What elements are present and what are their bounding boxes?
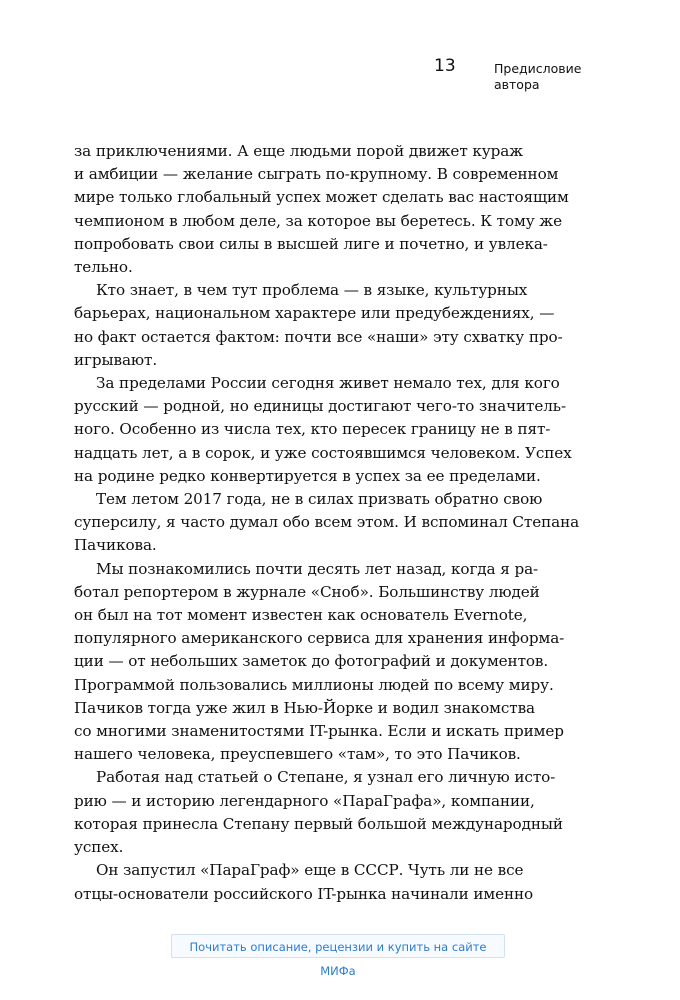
page-number: 13 — [434, 56, 456, 76]
text-line: суперсилу, я часто думал обо всем этом. И вспоминал Степана — [74, 513, 580, 532]
text-line: барьерах, национальном характере или предубеждениях, — — [74, 304, 555, 323]
text-line: чемпионом в любом деле, за которое вы беретесь. К тому же — [74, 211, 563, 230]
page-header — [0, 56, 680, 96]
buy-book-link[interactable]: Почитать описание, рецензии и купить на сайте МИФа — [171, 934, 505, 958]
text-line: успех. — [74, 838, 124, 857]
text-line: на родине редко конвертируется в успех за ее пределами. — [74, 466, 541, 485]
text-line: надцать лет, а в сорок, и уже состоявшимся человеком. Успех — [74, 443, 572, 462]
text-line: которая принесла Степану первый большой международный — [74, 814, 563, 833]
text-line: за приключениями. А еще людьми порой движет кураж — [74, 142, 524, 160]
text-line: но факт остается фактом: почти все «наши» эту схватку про- — [74, 327, 563, 346]
text-line: За пределами России сегодня живет немало тех, для кого — [96, 374, 560, 393]
text-line: рию — и историю легендарного «ПараГрафа», компании, — [74, 791, 535, 810]
text-line: Мы познакомились почти десять лет назад, когда я ра- — [96, 559, 539, 578]
text-line: Работая над статьей о Степане, я узнал его личную исто- — [96, 768, 556, 787]
text-line: популярного американского сервиса для хранения информа- — [74, 629, 565, 648]
section-title — [494, 61, 581, 93]
text-line: со многими знаменитостями IT-рынка. Если и искать пример — [74, 722, 564, 741]
text-line: он был на тот момент известен как основатель Evernote, — [74, 606, 528, 625]
text-line: и амбиции — желание сыграть по-крупному. В современном — [74, 165, 559, 184]
text-line: Кто знает, в чем тут проблема — в языке, культурных — [96, 281, 528, 300]
text-line: отцы-основатели российского IT-рынка начинали именно — [74, 884, 534, 903]
text-line: ного. Особенно из числа тех, кто пересек границу не в пят- — [74, 420, 551, 439]
section-title-line: автора — [494, 77, 540, 92]
text-line: Пачиков тогда уже жил в Нью-Йорке и водил знакомства — [74, 698, 535, 717]
text-line: Он запустил «ПараГраф» еще в СССР. Чуть ли не все — [96, 861, 524, 880]
text-line: русский — родной, но единицы достигают чего-то значитель- — [74, 397, 566, 416]
section-title-line: Предисловие — [494, 61, 582, 76]
body-text — [74, 140, 580, 906]
text-line: ботал репортером в журнале «Сноб». Большинству людей — [74, 582, 540, 601]
text-line: Тем летом 2017 года, не в силах призвать обратно свою — [96, 490, 543, 509]
text-line: тельно. — [74, 258, 133, 277]
text-line: игрывают. — [74, 350, 158, 369]
text-line: попробовать свои силы в высшей лиге и почетно, и увлека- — [74, 234, 548, 253]
text-line: Пачикова. — [74, 536, 157, 555]
text-line: нашего человека, преуспевшего «там», то это Пачиков. — [74, 745, 521, 764]
text-line: Программой пользовались миллионы людей по всему миру. — [74, 675, 554, 694]
text-line: мире только глобальный успех может сделать вас настоящим — [74, 188, 569, 207]
text-line: ции — от небольших заметок до фотографий и документов. — [74, 652, 549, 671]
